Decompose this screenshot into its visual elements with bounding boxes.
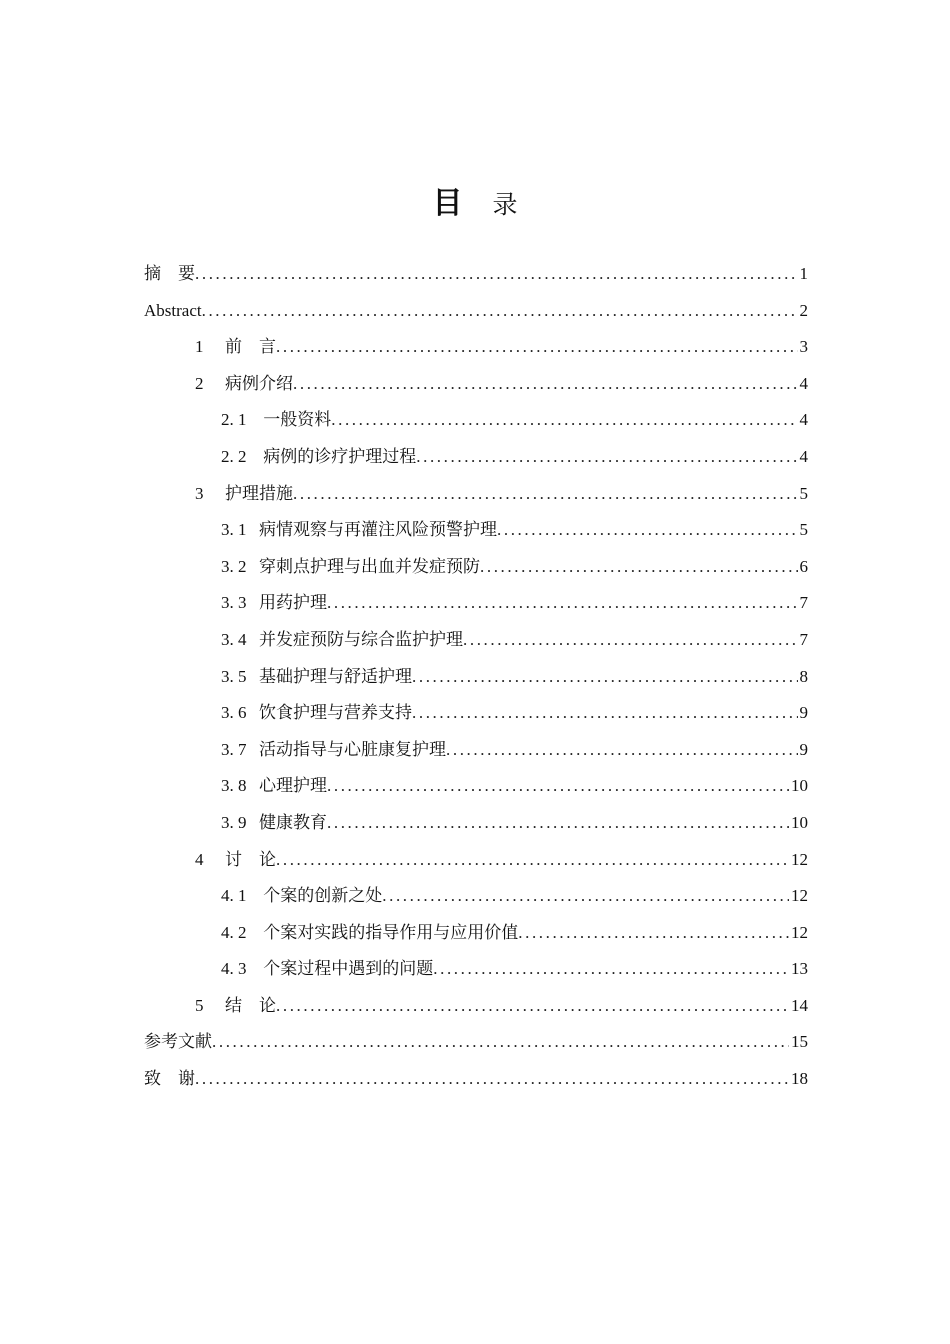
toc-dot-leader <box>327 585 798 622</box>
toc-dot-leader <box>202 293 798 330</box>
page-title <box>0 178 950 222</box>
toc-dot-leader <box>518 915 789 952</box>
toc-dot-leader <box>497 512 798 549</box>
toc-entry-page-number: 8 <box>799 666 808 686</box>
toc-entry-page-number: 9 <box>799 703 808 723</box>
toc-dot-leader <box>195 256 798 293</box>
toc-entry[interactable] <box>144 915 808 952</box>
toc-entry[interactable] <box>144 329 808 366</box>
toc-entry-number: 3. 3 <box>221 593 247 613</box>
toc-dot-leader <box>446 732 798 769</box>
toc-dot-leader <box>433 951 789 988</box>
toc-entry-number: 1 <box>195 337 204 357</box>
toc-entry[interactable] <box>144 476 808 513</box>
toc-entry-number: 2. 2 <box>221 446 247 466</box>
toc-entry-label: 并发症预防与综合监护护理 <box>259 629 463 649</box>
toc-entry-label: 基础护理与舒适护理 <box>259 666 412 686</box>
toc-entry-label: 饮食护理与营养支持 <box>259 703 412 723</box>
page-title-char-1: 目 <box>432 186 463 221</box>
toc-entry-label: 致 谢 <box>144 1069 195 1089</box>
toc-entry-label: 个案对实践的指导作用与应用价值 <box>259 922 519 942</box>
toc-entry-label: 病例的诊疗护理过程 <box>259 446 417 466</box>
toc-entry[interactable] <box>144 366 808 403</box>
toc-dot-leader <box>480 549 798 586</box>
toc-dot-leader <box>382 878 789 915</box>
toc-entry-page-number: 4 <box>799 373 808 393</box>
toc-entry[interactable] <box>144 951 808 988</box>
toc-entry-page-number: 10 <box>791 812 808 832</box>
toc-entry-label: 一般资料 <box>259 410 332 430</box>
toc-entry[interactable] <box>144 768 808 805</box>
toc-entry-page-number: 9 <box>799 739 808 759</box>
toc-entry-page-number: 4 <box>799 446 808 466</box>
toc-entry-label: 讨 论 <box>225 849 276 869</box>
toc-entry[interactable] <box>144 695 808 732</box>
toc-dot-leader <box>212 1024 789 1061</box>
toc-entry-page-number: 7 <box>799 593 808 613</box>
toc-dot-leader <box>276 329 798 366</box>
toc-entry-label: 用药护理 <box>259 593 327 613</box>
toc-entry-page-number: 18 <box>791 1069 808 1089</box>
toc-entry-number: 2 <box>195 373 204 393</box>
toc-dot-leader <box>276 988 789 1025</box>
toc-entry[interactable] <box>144 256 808 293</box>
toc-entry[interactable] <box>144 622 808 659</box>
toc-entry-label: 穿刺点护理与出血并发症预防 <box>259 556 480 576</box>
toc-entry[interactable] <box>144 402 808 439</box>
toc-entry[interactable] <box>144 659 808 696</box>
toc-dot-leader <box>276 842 789 879</box>
toc-entry-page-number: 7 <box>799 629 808 649</box>
toc-entry-page-number: 5 <box>799 483 808 503</box>
toc-entry[interactable] <box>144 1061 808 1098</box>
toc-entry-number: 3. 2 <box>221 556 247 576</box>
toc-entry-page-number: 2 <box>799 300 808 320</box>
toc-entry[interactable] <box>144 732 808 769</box>
toc-entry-number: 5 <box>195 995 204 1015</box>
toc-entry-label: 个案的创新之处 <box>259 886 383 906</box>
toc-entry-page-number: 14 <box>791 995 808 1015</box>
toc-dot-leader <box>416 439 797 476</box>
toc-entry-number: 3. 5 <box>221 666 247 686</box>
toc-entry[interactable] <box>144 585 808 622</box>
toc-entry-label: 参考文献 <box>144 1032 212 1052</box>
toc-entry-number: 3 <box>195 483 204 503</box>
toc-entry[interactable] <box>144 293 808 330</box>
toc-entry-label: 健康教育 <box>259 812 327 832</box>
toc-entry-label: 病情观察与再灌注风险预警护理 <box>259 520 497 540</box>
toc-entry-page-number: 6 <box>799 556 808 576</box>
toc-dot-leader <box>327 768 789 805</box>
toc-entry-page-number: 5 <box>799 520 808 540</box>
toc-entry[interactable] <box>144 805 808 842</box>
toc-entry-page-number: 12 <box>791 922 808 942</box>
toc-dot-leader <box>463 622 798 659</box>
toc-entry[interactable] <box>144 842 808 879</box>
toc-entry-label: 结 论 <box>225 995 276 1015</box>
toc-dot-leader <box>293 366 798 403</box>
toc-entry-number: 4. 2 <box>221 922 247 942</box>
toc-entry[interactable] <box>144 988 808 1025</box>
toc-entry-page-number: 4 <box>799 410 808 430</box>
toc-dot-leader <box>327 805 789 842</box>
toc-entry-number: 4 <box>195 849 204 869</box>
toc-entry[interactable] <box>144 1024 808 1061</box>
toc-dot-leader <box>412 659 798 696</box>
toc-entry-page-number: 15 <box>791 1032 808 1052</box>
page-title-char-2: 录 <box>492 190 518 219</box>
toc-dot-leader <box>195 1061 789 1098</box>
toc-entry-number: 4. 1 <box>221 886 247 906</box>
toc-entry-label: 活动指导与心脏康复护理 <box>259 739 446 759</box>
toc-dot-leader <box>293 476 798 513</box>
toc-entry-number: 3. 1 <box>221 520 247 540</box>
toc-entry-number: 4. 3 <box>221 959 247 979</box>
toc-entry-label: 病例介绍 <box>225 373 293 393</box>
toc-entry-number: 3. 6 <box>221 703 247 723</box>
toc-entry-label: 前 言 <box>225 337 276 357</box>
toc-entry-page-number: 13 <box>791 959 808 979</box>
toc-entry-label: Abstract <box>144 300 202 320</box>
toc-entry-page-number: 1 <box>799 264 808 283</box>
toc-entry-page-number: 12 <box>791 849 808 869</box>
toc-entry-number: 3. 8 <box>221 776 247 796</box>
toc-entry[interactable] <box>144 549 808 586</box>
toc-entry-label: 心理护理 <box>259 776 327 796</box>
toc-entry-number: 3. 4 <box>221 629 247 649</box>
toc-entry-label: 护理措施 <box>225 483 293 503</box>
toc-entry[interactable] <box>144 439 808 476</box>
toc-entry-number: 3. 7 <box>221 739 247 759</box>
toc-entry-number: 3. 9 <box>221 812 247 832</box>
toc-entry-label: 摘 要 <box>144 264 195 283</box>
toc-entry[interactable] <box>144 512 808 549</box>
toc-dot-leader <box>412 695 798 732</box>
toc-entry-number: 2. 1 <box>221 410 247 430</box>
toc-entry-page-number: 12 <box>791 886 808 906</box>
toc-entry-page-number: 10 <box>791 776 808 796</box>
toc-entry-label: 个案过程中遇到的问题 <box>259 959 434 979</box>
table-of-contents <box>144 256 808 1098</box>
toc-entry[interactable] <box>144 878 808 915</box>
toc-entry-page-number: 3 <box>799 337 808 357</box>
toc-dot-leader <box>331 402 797 439</box>
